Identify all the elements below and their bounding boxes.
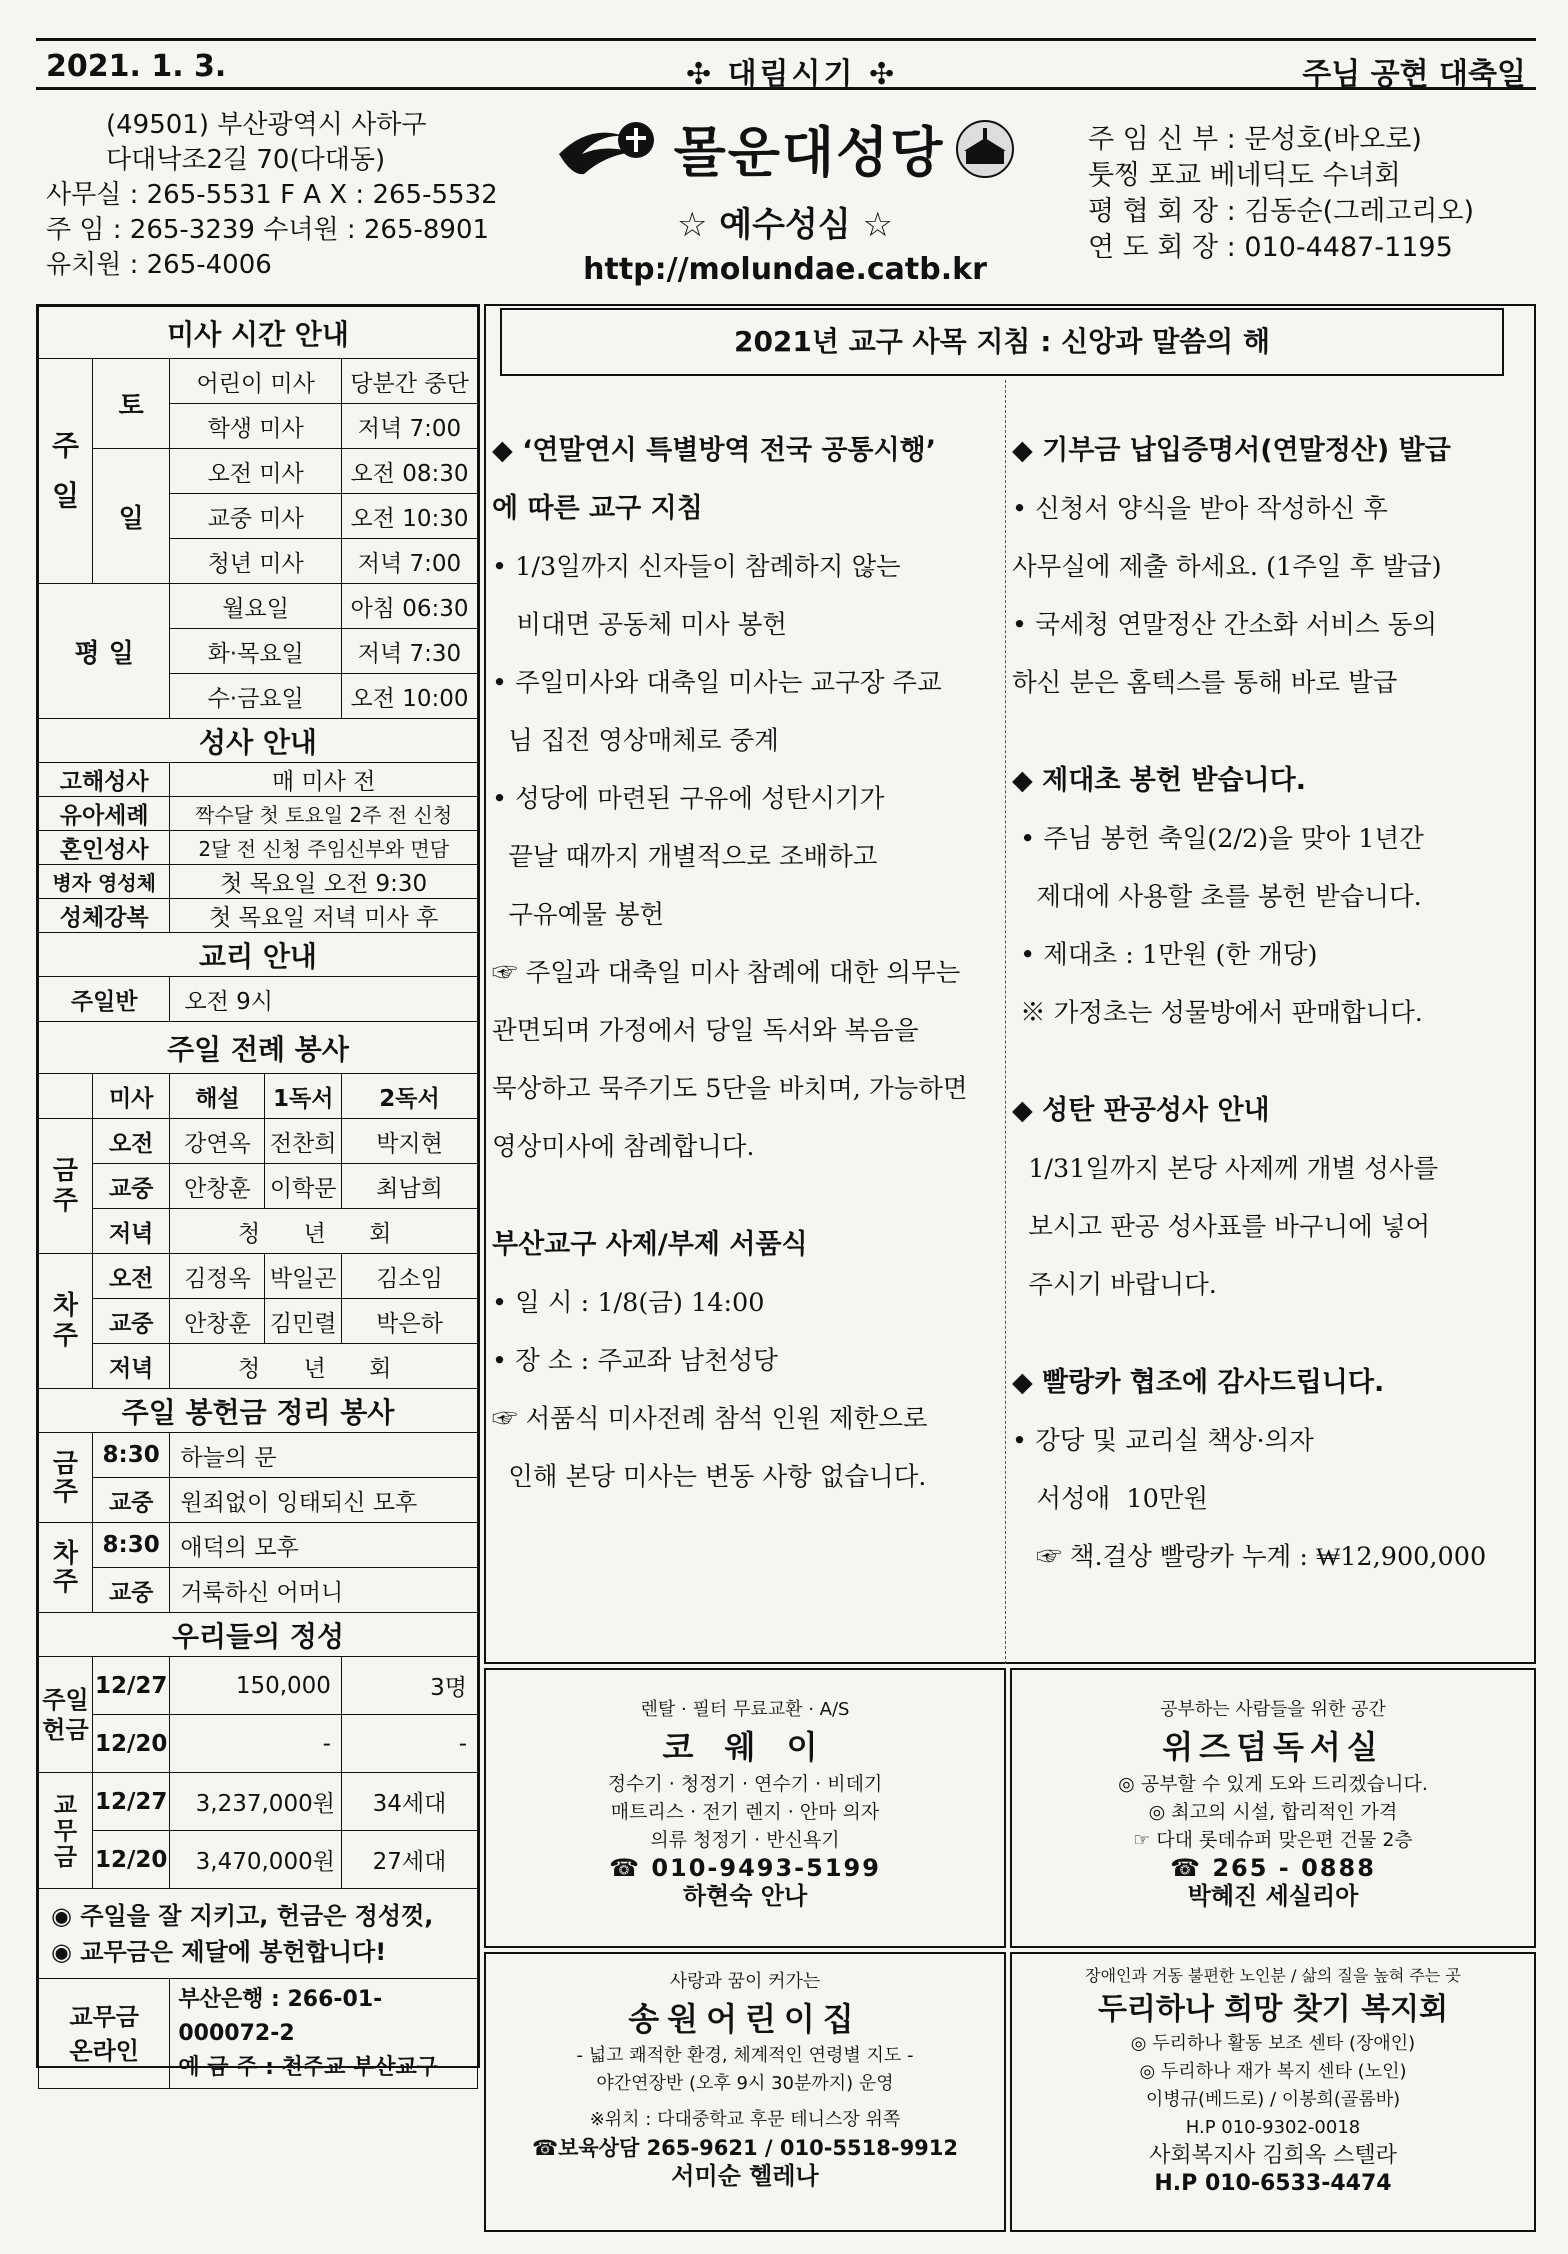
next-week-label: 차 주 (39, 1254, 93, 1389)
catechism-label: 주일반 (39, 977, 170, 1022)
spacer (1012, 1042, 1532, 1082)
catechism-title: 교리 안내 (39, 933, 478, 977)
mass-name: 어린이 미사 (170, 359, 342, 404)
liturgy-title: 주일 전례 봉사 (39, 1022, 478, 1074)
announcement-line: • 강당 및 교리실 책상·의자 (1012, 1426, 1314, 1456)
online-dues-label: 교무금 온라인 (39, 1979, 170, 2089)
donation-count: 3명 (341, 1657, 477, 1715)
liturgy-name: 강연옥 (170, 1119, 265, 1164)
announcement-line: ☞ 책.걸상 빨랑카 누계 : ₩12,900,000 (1012, 1542, 1487, 1572)
address-line: (49501) 부산광역시 사하구 (106, 110, 427, 140)
sacrament-name: 유아세례 (39, 797, 170, 831)
sacrament-info: 첫 목요일 저녁 미사 후 (170, 899, 478, 933)
liturgy-name: 전찬희 (265, 1119, 341, 1164)
church-logo-icon (554, 114, 664, 184)
ad-contact: 서미순 헬레나 (671, 2162, 819, 2190)
church-name: 몰운대성당 (673, 121, 945, 184)
ad-tagline: 사랑과 꿈이 커가는 (669, 1971, 821, 1992)
phone-line: 주 임 : 265-3239 수녀원 : 265-8901 (46, 215, 490, 245)
announcement-heading: ◆ 빨랑카 협조에 감사드립니다. (1012, 1367, 1385, 1398)
ad-contact: 박혜진 세실리아 (1187, 1882, 1359, 1910)
announcement-line: • 신청서 양식을 받아 작성하신 후 (1012, 494, 1388, 524)
announcement-line: • 주일미사와 대축일 미사는 교구장 주교 (492, 668, 942, 698)
donation-count: 34세대 (341, 1773, 477, 1831)
donation-count: 27세대 (341, 1831, 477, 1889)
donations-title: 우리들의 정성 (39, 1613, 478, 1657)
announcement-line: • 1/3일까지 신자들이 참례하지 않는 (492, 552, 901, 582)
mass-time: 저녁 7:00 (341, 404, 477, 449)
ad-line: ◎ 두리하나 재가 복지 센타 (노인) (1139, 2061, 1407, 2082)
liturgy-head: 1독서 (265, 1074, 341, 1119)
ad-coway (484, 1668, 1006, 1948)
ad-phone: ☎ 010-9493-5199 (609, 1854, 881, 1882)
ad-line: 의류 청정기 · 반신욕기 (650, 1829, 840, 1851)
phone-line: 사무실 : 265-5531 F A X : 265-5532 (46, 180, 498, 210)
mass-time: 오전 10:00 (341, 674, 477, 719)
liturgy-name: 안창훈 (170, 1299, 265, 1344)
ad-line: ☞ 다대 롯데슈퍼 맞은편 건물 2층 (1133, 1829, 1413, 1851)
liturgy-name: 안창훈 (170, 1164, 265, 1209)
mass-time: 오전 08:30 (341, 449, 477, 494)
liturgy-group: 청 년 회 (170, 1209, 478, 1254)
donation-date: 12/20 (92, 1715, 169, 1773)
announcement-line: 구유예물 봉헌 (492, 900, 665, 930)
sacrament-title: 성사 안내 (39, 719, 478, 763)
liturgy-mass: 오전 (92, 1119, 169, 1164)
announcement-line: 사무실에 제출 하세요. (1주일 후 발급) (1012, 552, 1442, 582)
address-line: 다대낙조2길 70(다대동) (106, 145, 386, 175)
liturgy-mass: 오전 (92, 1254, 169, 1299)
next-week-label: 차 주 (39, 1523, 93, 1613)
ad-line: H.P 010-9302-0018 (1185, 2117, 1361, 2138)
mass-name: 교중 미사 (170, 494, 342, 539)
liturgy-name: 최남희 (341, 1164, 477, 1209)
announcement-line: 묵상하고 묵주기도 5단을 바치며, 가능하면 (492, 1074, 968, 1104)
offering-group: 애덕의 모후 (170, 1523, 478, 1568)
ad-title: 위즈덤독서실 (1162, 1728, 1384, 1766)
ad-songwon (484, 1952, 1006, 2232)
announcement-line: 인해 본당 미사는 변동 사항 없습니다. (492, 1462, 927, 1492)
announcement-line: 끝날 때까지 개별적으로 조배하고 (492, 842, 878, 872)
donation-count: - (341, 1715, 477, 1773)
church-website-link[interactable]: http://molundae.catb.kr (583, 252, 987, 287)
donation-amount: 3,237,000원 (170, 1773, 342, 1831)
ad-phone: H.P 010-6533-4474 (1154, 2171, 1392, 2196)
offering-time: 8:30 (92, 1433, 169, 1478)
this-week-label: 금 주 (39, 1119, 93, 1254)
liturgy-name: 박일곤 (265, 1254, 341, 1299)
bulletin-date: 2021. 1. 3. (46, 49, 227, 84)
schedule-table (38, 306, 478, 2089)
donation-amount: - (170, 1715, 342, 1773)
announcement-line: 주시기 바랍니다. (1012, 1270, 1217, 1300)
mass-time: 저녁 7:30 (341, 629, 477, 674)
announcement-line: • 일 시 : 1/8(금) 14:00 (492, 1288, 765, 1318)
sunday-day-label: 일 (92, 449, 169, 584)
ad-line: ◎ 최고의 시설, 합리적인 가격 (1148, 1801, 1398, 1823)
mass-name: 월요일 (170, 584, 342, 629)
staff-line: 연 도 회 장 : 010-4487-1195 (1088, 232, 1453, 263)
mass-time: 당분간 중단 (341, 359, 477, 404)
sacrament-info: 2달 전 신청 주임신부와 면담 (170, 831, 478, 865)
mass-name: 수·금요일 (170, 674, 342, 719)
sacrament-name: 성체강복 (39, 899, 170, 933)
liturgy-head: 미사 (92, 1074, 169, 1119)
ad-durihana (1010, 1952, 1536, 2232)
announcement-line: 영상미사에 참례합니다. (492, 1132, 755, 1162)
liturgical-season: ✣ 대림시기 ✣ (686, 57, 898, 92)
sacrament-info: 짝수달 첫 토요일 2주 전 신청 (170, 797, 478, 831)
sunday-collection-label: 주일 헌금 (39, 1657, 93, 1773)
ad-line: ◎ 두리하나 활동 보조 센타 (장애인) (1130, 2033, 1416, 2054)
ad-line: 정수기 · 청정기 · 연수기 · 비데기 (607, 1773, 883, 1795)
ad-line: ◎ 공부할 수 있게 도와 드리겠습니다. (1118, 1773, 1428, 1795)
column-divider (1005, 380, 1006, 1664)
sacrament-name: 고해성사 (39, 763, 170, 797)
announcement-heading: ◆ ‘연말연시 특별방역 전국 공통시행’ (492, 435, 937, 466)
announcement-heading: ◆ 성탄 판공성사 안내 (1012, 1095, 1270, 1126)
announcement-line: • 제대초 : 1만원 (한 개당) (1012, 940, 1318, 970)
ad-tagline: 공부하는 사람들을 위한 공간 (1160, 1699, 1386, 1720)
sacrament-info: 매 미사 전 (170, 763, 478, 797)
ad-title: 두리하나 희망 찾기 복지회 (1097, 1992, 1449, 2027)
schedule-panel (36, 304, 480, 2080)
ad-phone: ☎보육상담 265-9621 / 010-5518-9912 (531, 2136, 959, 2160)
sacrament-name: 혼인성사 (39, 831, 170, 865)
mass-time: 오전 10:30 (341, 494, 477, 539)
liturgy-mass: 저녁 (92, 1209, 169, 1254)
announcement-line: 1/31일까지 본당 사제께 개별 성사를 (1012, 1154, 1439, 1184)
catechism-time: 오전 9시 (170, 977, 478, 1022)
liturgy-name: 김민렬 (265, 1299, 341, 1344)
liturgy-name: 박은하 (341, 1299, 477, 1344)
ad-phone: ☎ 265 - 0888 (1170, 1854, 1376, 1882)
staff-line: 툿찡 포교 베네딕도 수녀회 (1088, 160, 1401, 191)
account-holder: 예 금 주 : 천주교 부산교구 (178, 2054, 438, 2080)
announcement-line: • 성당에 마련된 구유에 성탄시기가 (492, 784, 885, 814)
parish-dues-label: 교 무 금 (39, 1773, 93, 1889)
announcement-line: 보시고 판공 성사표를 바구니에 넣어 (1012, 1212, 1431, 1242)
church-contact (46, 108, 498, 283)
spacer (1012, 712, 1532, 752)
donation-amount: 150,000 (170, 1657, 342, 1715)
announcements-right-column (1012, 422, 1532, 1586)
donation-note: ◉ 교무금은 제달에 봉헌합니다! (51, 1937, 387, 1966)
mass-times-title: 미사 시간 안내 (39, 307, 478, 359)
announcement-line: 님 집전 영상매체로 중계 (492, 726, 779, 756)
ad-line: ※위치 : 다대중학교 후문 테니스장 위쪽 (589, 2109, 901, 2130)
spacer (1012, 1314, 1532, 1354)
spacer (492, 1176, 1002, 1216)
announcement-line: 하신 분은 홈텍스를 통해 바로 발급 (1012, 668, 1398, 698)
ad-tagline: 렌탈 · 필터 무료교환 · A/S (640, 1699, 850, 1720)
announcement-line: 서성애 10만원 (1012, 1484, 1209, 1514)
mass-name: 화·목요일 (170, 629, 342, 674)
ad-line: 사회복지사 김희옥 스텔라 (1149, 2143, 1397, 2168)
donation-date: 12/27 (92, 1657, 169, 1715)
offering-time: 8:30 (92, 1523, 169, 1568)
mass-time: 저녁 7:00 (341, 539, 477, 584)
liturgy-name: 이학문 (265, 1164, 341, 1209)
ads-area (484, 1668, 1536, 2196)
liturgy-name: 김정옥 (170, 1254, 265, 1299)
offering-time: 교중 (92, 1568, 169, 1613)
saturday-label: 토 (92, 359, 169, 449)
mass-time: 아침 06:30 (341, 584, 477, 629)
sacrament-info: 첫 목요일 오전 9:30 (170, 865, 478, 899)
offering-group: 하늘의 문 (170, 1433, 478, 1478)
staff-line: 평 협 회 장 : 김동순(그레고리오) (1088, 196, 1475, 227)
bank-account: 부산은행 : 266-01-000072-2 (178, 1986, 383, 2046)
announcement-line: • 주님 봉헌 축일(2/2)을 맞아 1년간 (1012, 824, 1424, 854)
announcement-line: • 장 소 : 주교좌 남천성당 (492, 1346, 778, 1376)
ad-wisdom (1010, 1668, 1536, 1948)
feast-name: 주님 공현 대축일 (1302, 57, 1526, 92)
donation-date: 12/20 (92, 1831, 169, 1889)
mass-name: 학생 미사 (170, 404, 342, 449)
liturgy-group: 청 년 회 (170, 1344, 478, 1389)
phone-line: 유치원 : 265-4006 (46, 250, 272, 280)
liturgy-mass: 교중 (92, 1299, 169, 1344)
announcement-line: ☞ 주일과 대축일 미사 참례에 대한 의무는 (492, 958, 961, 988)
mass-name: 오전 미사 (170, 449, 342, 494)
announcement-heading: 에 따른 교구 지침 (492, 493, 703, 524)
pastoral-theme: 2021년 교구 사목 지침 : 신앙과 말씀의 해 (500, 308, 1504, 376)
liturgy-mass: 저녁 (92, 1344, 169, 1389)
donation-amount: 3,470,000원 (170, 1831, 342, 1889)
church-building-icon (954, 120, 1016, 178)
weekday-label: 평 일 (39, 584, 170, 719)
offering-time: 교중 (92, 1478, 169, 1523)
announcement-line: 비대면 공동체 미사 봉헌 (492, 610, 787, 640)
announcement-line: 제대에 사용할 초를 봉헌 받습니다. (1012, 882, 1422, 912)
ad-contact: 하현숙 안나 (682, 1882, 808, 1910)
donation-date: 12/27 (92, 1773, 169, 1831)
offering-group: 거룩하신 어머니 (170, 1568, 478, 1613)
sunday-label: 주 일 (39, 359, 93, 584)
liturgy-name: 박지현 (341, 1119, 477, 1164)
ad-tagline: 장애인과 거동 불편한 노인분 / 삶의 질을 높혀 주는 곳 (1085, 1966, 1461, 1985)
announcement-line: 관면되며 가정에서 당일 독서와 복음을 (492, 1016, 919, 1046)
ad-title: 송원어린이집 (628, 2000, 862, 2038)
ad-title: 코 웨 이 (662, 1728, 828, 1766)
mass-name: 청년 미사 (170, 539, 342, 584)
church-masthead (550, 110, 1020, 287)
ad-line: 야간연장반 (오후 9시 30분까지) 운영 (596, 2073, 894, 2094)
sacrament-name: 병자 영성체 (39, 865, 170, 899)
announcement-heading: 부산교구 사제/부제 서품식 (492, 1229, 808, 1260)
liturgy-head: 해설 (170, 1074, 265, 1119)
top-bar (36, 38, 1536, 90)
offering-group: 원죄없이 잉태되신 모후 (170, 1478, 478, 1523)
parish-staff (1088, 122, 1474, 266)
announcement-line: • 국세청 연말정산 간소화 서비스 동의 (1012, 610, 1438, 640)
announcement-line: ※ 가정초는 성물방에서 판매합니다. (1012, 998, 1423, 1028)
liturgy-name: 김소임 (341, 1254, 477, 1299)
announcement-heading: ◆ 기부금 납입증명서(연말정산) 발급 (1012, 435, 1451, 466)
this-week-label: 금 주 (39, 1433, 93, 1523)
ad-line: - 넓고 쾌적한 환경, 체계적인 연령별 지도 - (576, 2045, 914, 2066)
announcement-line: ☞ 서품식 미사전례 참석 인원 제한으로 (492, 1404, 928, 1434)
announcements-left-column (492, 422, 1002, 1506)
staff-line: 주 임 신 부 : 문성호(바오로) (1088, 124, 1422, 155)
donation-note: ◉ 주일을 잘 지키고, 헌금은 정성껏, (51, 1901, 434, 1930)
ad-line: 매트리스 · 전기 렌지 · 안마 의자 (610, 1801, 880, 1823)
announcement-heading: ◆ 제대초 봉헌 받습니다. (1012, 765, 1306, 796)
ad-line: 이병규(베드로) / 이봉희(골롬바) (1145, 2089, 1401, 2110)
offering-team-title: 주일 봉헌금 정리 봉사 (39, 1389, 478, 1433)
liturgy-mass: 교중 (92, 1164, 169, 1209)
liturgy-head: 2독서 (341, 1074, 477, 1119)
church-motto: ☆ 예수성심 ☆ (676, 205, 893, 245)
